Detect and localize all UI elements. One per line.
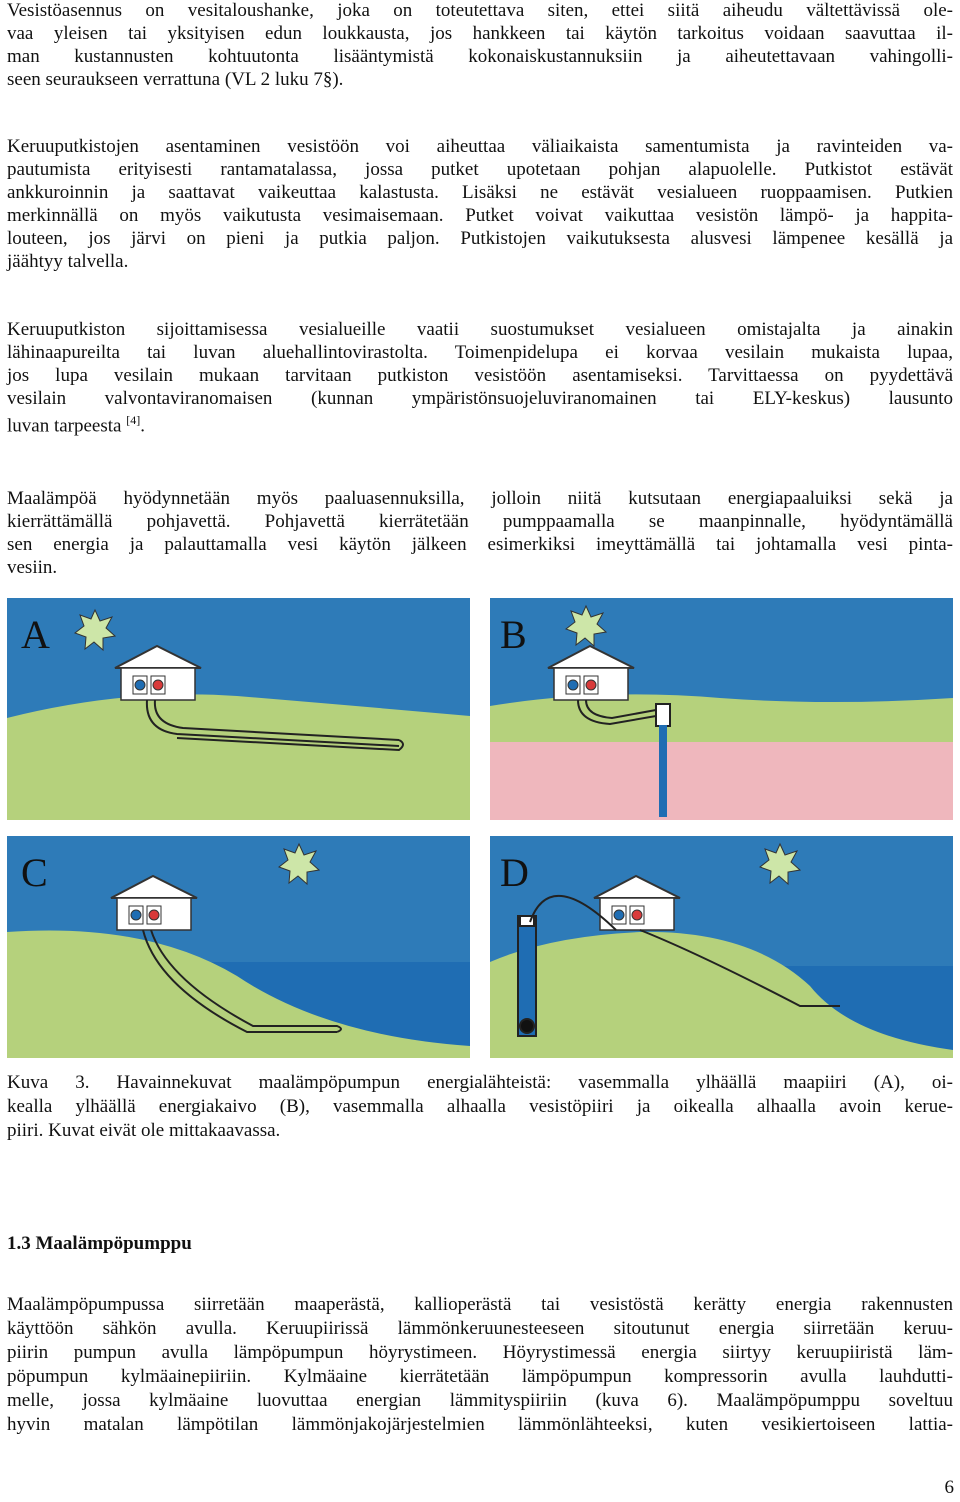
text-line: pöpumpun kylmäainepiiriin. Kylmäaine kierrätetään lämpöpumpun kompressorin avulla lauhdutti- xyxy=(7,1366,953,1387)
text-line: merkinnällä on myös vaikutusta vesimaisemaan. Putket voivat vaikuttaa vesistön lämpö- ja happita- xyxy=(7,205,953,226)
caption-line: piiri. Kuvat eivät ole mittakaavassa. xyxy=(7,1120,281,1141)
text-fragment: . xyxy=(140,415,145,437)
text-line: vesilain valvontaviranomaisen (kunnan ympäristönsuojeluviranomainen tai ELY-keskus) lausunto xyxy=(7,388,953,409)
text-line: jäähtyy talvella. xyxy=(7,251,129,272)
panel-d-open-loop xyxy=(490,836,953,1058)
panel-letter-d: D xyxy=(500,850,529,895)
text-line: Maalämpöpumpussa siirretään maaperästä, kallioperästä tai vesistöstä kerätty energia rakennusten xyxy=(7,1294,953,1315)
text-line: kierrättämällä pohjavettä. Pohjavettä kierrätetään pumppaamalla se maanpinnalle, hyödyntämällä xyxy=(7,511,953,532)
panel-letter-c: C xyxy=(21,850,48,895)
text-line: Keruuputkiston sijoittamisessa vesialueille vaatii suostumukset vesialueen omistajalta ja ainakin xyxy=(7,319,953,340)
text-line: Keruuputkistojen asentaminen vesistöön voi aiheuttaa väliaikaista samentumista ja ravinteiden va- xyxy=(7,136,953,157)
panel-b-energy-well xyxy=(490,598,953,820)
text-line: melle, jossa kylmäaine luovuttaa energian lämmityspiiriin (kuva 6). Maalämpöpumppu soveltuu xyxy=(7,1390,953,1411)
text-line: sen energia ja palauttamalla vesi käytön jälkeen esimerkiksi imeyttämällä tai johtamalla vesi pinta- xyxy=(7,534,953,555)
caption-line: kealla ylhäällä energiakaivo (B), vasemmalla alhaalla vesistöpiiri ja oikealla alhaalla avoin kerue- xyxy=(7,1096,953,1117)
panel-a-ground-loop xyxy=(7,598,470,820)
text-line: seen seuraukseen verrattuna (VL 2 luku 7§). xyxy=(7,69,344,90)
text-line: piirin pumpun avulla lämpöpumpun höyrystimeen. Höyrystimessä energia siirtyy keruupiiristä läm- xyxy=(7,1342,953,1363)
panel-c-water-loop xyxy=(7,836,470,1058)
text-line: hyvin matalan lämpötilan lämmönjakojärjestelmien lämmönlähteeksi, kuten vesikiertoiseen lattia- xyxy=(7,1414,953,1435)
ground xyxy=(7,694,470,820)
text-line: Vesistöasennus on vesitaloushanke, joka on toteutettava siten, ettei siitä aiheudu vältettävissä ole- xyxy=(7,0,953,21)
text-line: jos lupa vesilain mukaan tarvitaan putkiston vesistöön asentamiseksi. Tarvittaessa on pyydettävä xyxy=(7,365,953,386)
text-line: pautumista erityisesti rantamatalassa, jossa putket upotetaan pohjan alapuolelle. Putkistot estävät xyxy=(7,159,953,180)
panel-letter-a: A xyxy=(21,612,50,657)
page-number: 6 xyxy=(944,1477,954,1498)
text-line xyxy=(7,413,145,437)
bedrock xyxy=(490,742,953,820)
reference-marker: [4] xyxy=(126,413,141,427)
text-line: vesiin. xyxy=(7,557,58,578)
caption-line: Kuva 3. Havainnekuvat maalämpöpumpun energialähteistä: vasemmalla ylhäällä maapiiri (A), oi- xyxy=(7,1072,953,1093)
text-line: man kustannusten kohtuutonta lisääntymistä kokonaiskustannuksiin ja aiheutettavaan vahingolli- xyxy=(7,46,953,67)
figure-ground-source-diagrams xyxy=(7,598,953,1058)
text-line: vaa yleisen tai yksityisen edun loukkausta, jos hankkeen tai käytön tarkoitus voidaan saavuttaa il- xyxy=(7,23,953,44)
text-line: louteen, jos järvi on pieni ja putkia paljon. Putkistojen vaikutuksesta alusvesi lämpenee kesällä ja xyxy=(7,228,953,249)
text-line: lähinaapureilta tai luvan aluehallintovirastolta. Toimenpidelupa ei korvaa vesilain mukaista lupaa, xyxy=(7,342,953,363)
text-line: ankkuroinnin ja saattavat vaikeuttaa kalastusta. Lisäksi ne estävät vesialueen ruoppaamisen. Putkien xyxy=(7,182,953,203)
text-line: käyttöön sähkön avulla. Keruupiirissä lämmönkeruunesteeseen sitoutunut energia siirretään keruu- xyxy=(7,1318,953,1339)
panel-letter-b: B xyxy=(500,612,527,657)
section-heading: 1.3 Maalämpöpumppu xyxy=(7,1233,192,1254)
text-line: Maalämpöä hyödynnetään myös paaluasennuksilla, jolloin niitä kutsutaan energiapaaluiksi sekä ja xyxy=(7,488,953,509)
text-fragment: luvan tarpeesta xyxy=(7,415,122,437)
